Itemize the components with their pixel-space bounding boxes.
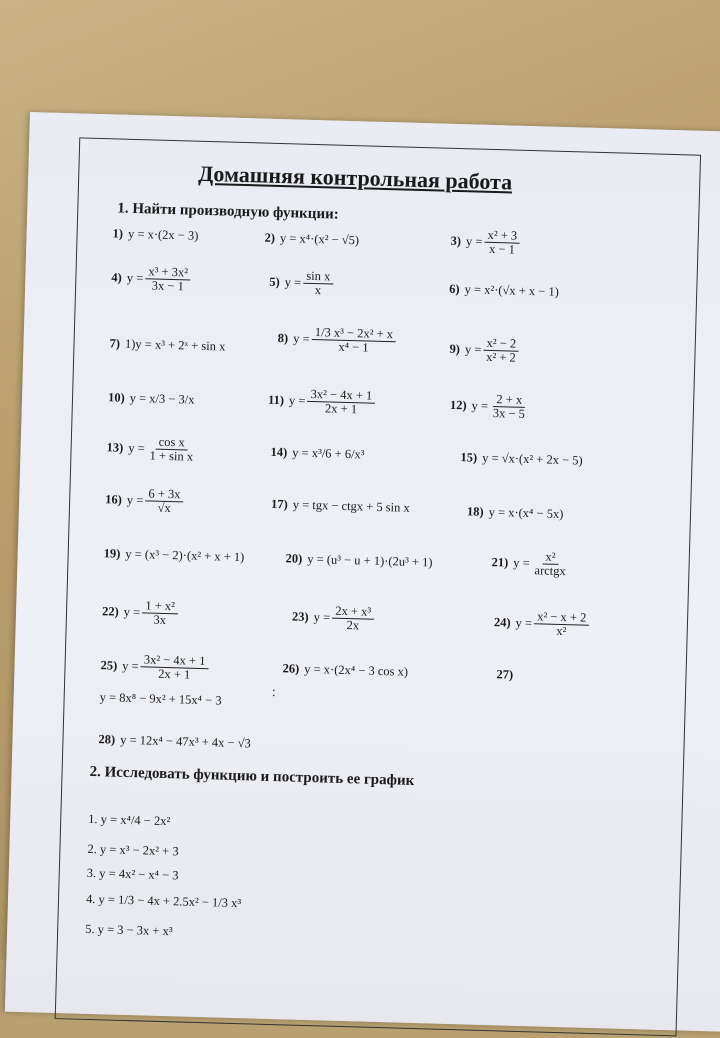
problem-18: 18) y = x·(x⁴ − 5x) <box>466 504 564 522</box>
problem-27: 27) <box>496 667 514 682</box>
problem-16: 16) y = $\frac{6 + 3x}{√x}$ <box>105 486 186 515</box>
problem-28: 28) y = 12x⁴ − 47x³ + 4x − √3 <box>98 732 251 751</box>
problem-8: 8) y = $\frac{\text{1/3 x³ − 2x² + x}}{\text{x⁴ − 1}}$ <box>277 325 398 355</box>
problem-25: 25) y = $\frac{\text{3x² − 4x + 1}}{2x + 1}$ <box>100 652 210 682</box>
problem-6: 6) y = x²·(√x + x − 1) <box>449 281 560 299</box>
section-2-heading: 2. Исследовать функцию и построить ее график <box>89 763 415 789</box>
problem-1: 1) y = x·(2x − 3) <box>112 226 199 243</box>
stray-mark: : <box>271 684 276 701</box>
worksheet-paper <box>5 112 720 1032</box>
problem-19: 19) y = (x³ − 2)·(x² + x + 1) <box>103 546 245 565</box>
task-2-5: 5. y = 3 − 3x + x³ <box>85 921 173 939</box>
problem-23: 23) y = $\frac{\text{2x + x³}}{2x}$ <box>292 604 377 633</box>
problem-11: 11) y = $\frac{\text{3x² − 4x + 1}}{2x + 1}$ <box>268 387 378 417</box>
task-2-2: 2. y = x³ − 2x² + 3 <box>87 841 179 859</box>
problem-25-extra-line: y = 8x⁸ − 9x² + 15x⁴ − 3 <box>99 690 222 708</box>
problem-26: 26) y = x·(2x⁴ − 3 cos x) <box>282 661 409 679</box>
problem-20: 20) y = (u³ − u + 1)·(2u³ + 1) <box>285 551 433 570</box>
problem-7: 7) 1)y = x³ + 2ˣ + sin x <box>109 336 226 354</box>
problem-17: 17) y = tgx − ctgx + 5 sin x <box>270 496 410 515</box>
worksheet-title: Домашняя контрольная работа <box>198 160 513 195</box>
problem-5: 5) y = $\frac{\text{sin x}}{x}$ <box>269 269 336 298</box>
problem-14: 14) y = x³/6 + 6/x³ <box>270 444 365 462</box>
problem-24: 24) y = $\frac{\text{x² − x + 2}}{\text{x²}}$ <box>494 609 592 639</box>
task-2-1: 1. y = x⁴/4 − 2x² <box>88 811 171 829</box>
problem-2: 2) y = x⁴·(x² − √5) <box>264 230 360 248</box>
problem-12: 12) y = $\frac{2 + x}{3x - 5}$ <box>449 392 526 421</box>
problem-21: 21) y = $\frac{\text{x²}}{\text{arctgx}}$ <box>491 549 566 579</box>
problem-15: 15) y = √x·(x² + 2x − 5) <box>460 450 583 468</box>
problem-22: 22) y = $\frac{\text{1 + x²}}{3x}$ <box>102 598 180 627</box>
problem-9: 9) y = $\frac{\text{x² − 2}}{\text{x² + 2}}$ <box>449 336 521 365</box>
section-1-heading: 1. Найти производную функции: <box>117 200 339 223</box>
problem-4: 4) y = $\frac{\text{x³ + 3x²}}{3x - 1}$ <box>111 264 193 293</box>
task-2-3: 3. y = 4x² − x⁴ − 3 <box>86 865 179 883</box>
problem-13: 13) y = $\frac{\text{cos x}}{\text{1 + sin x}}$ <box>106 434 194 464</box>
task-2-4: 4. y = 1/3 − 4x + 2.5x² − 1/3 x³ <box>85 891 242 911</box>
problem-10: 10) y = x/3 − 3/x <box>107 390 195 407</box>
problem-3: 3) y = $\frac{\text{x² + 3}}{x - 1}$ <box>450 228 522 257</box>
